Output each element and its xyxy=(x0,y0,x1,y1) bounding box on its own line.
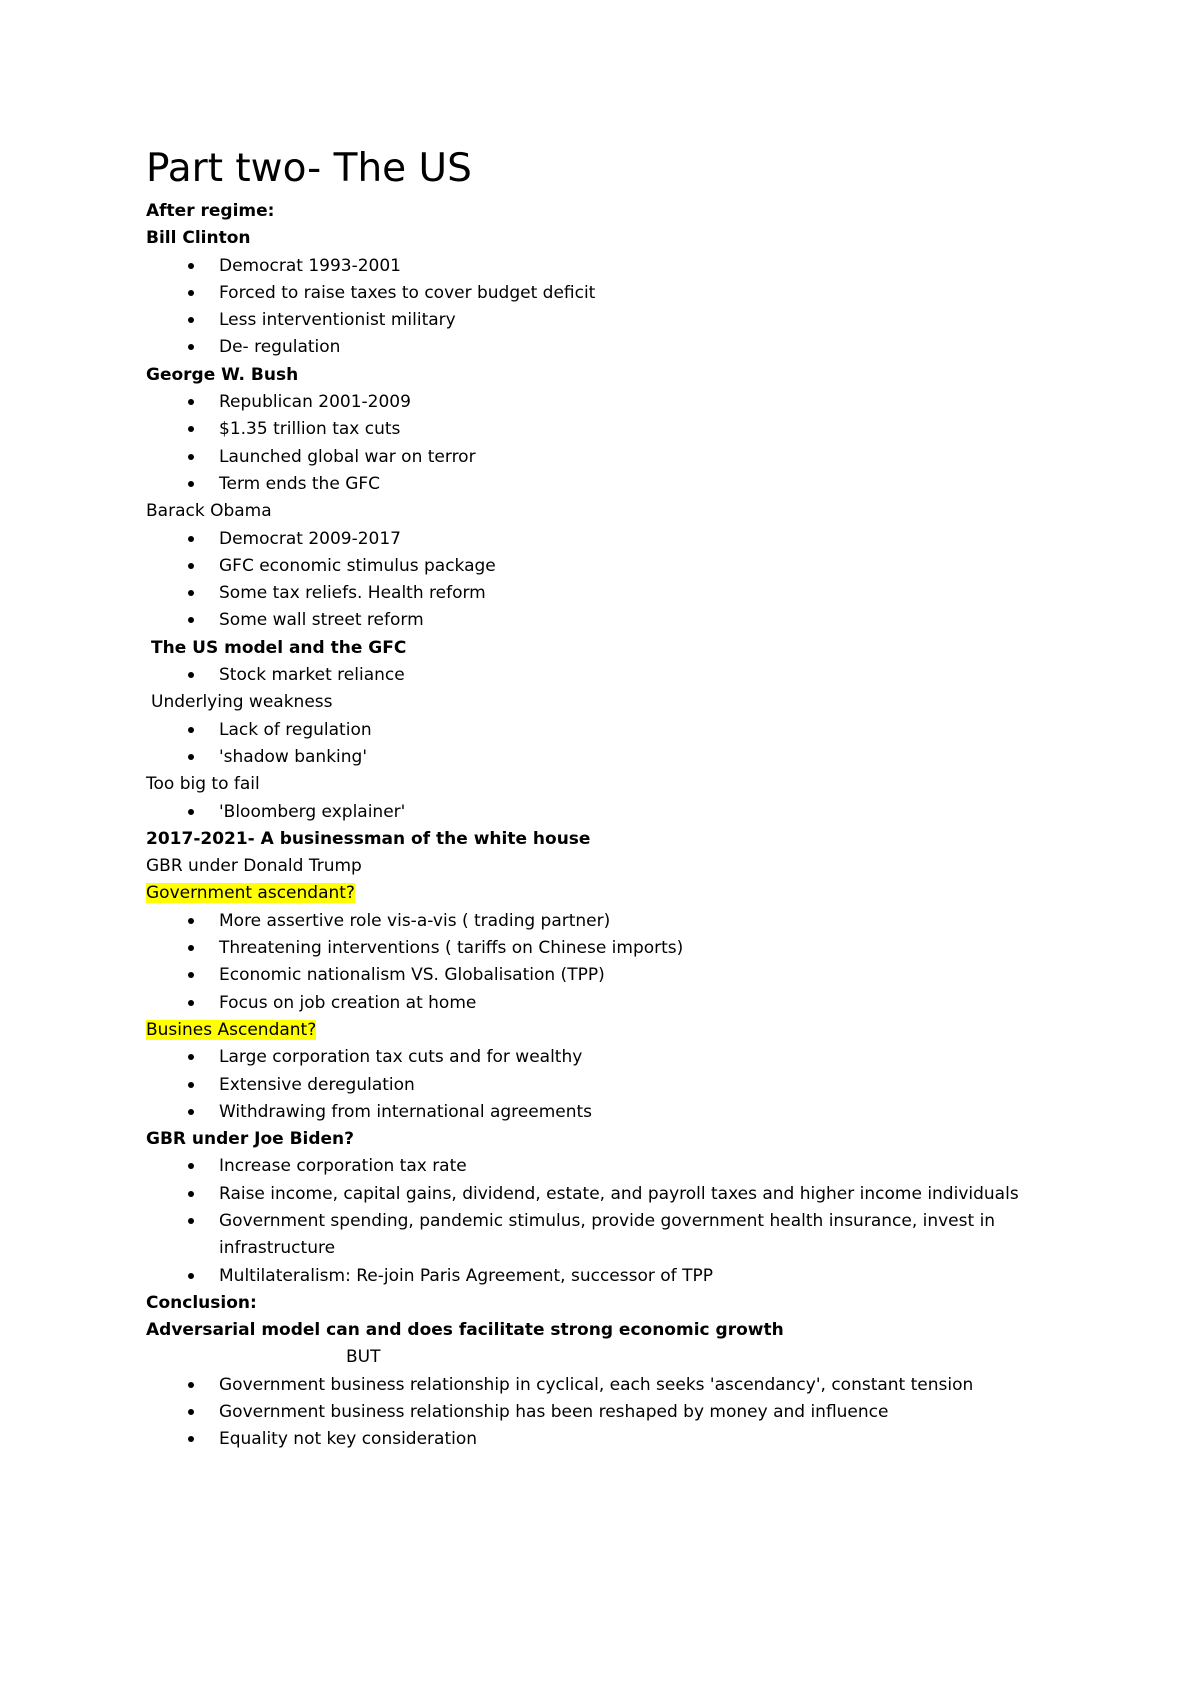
bullet-icon xyxy=(188,1382,194,1388)
bullet-icon xyxy=(188,809,194,815)
bullet-icon xyxy=(188,263,194,269)
weakness-heading: Underlying weakness xyxy=(151,692,333,713)
but-text: BUT xyxy=(346,1347,381,1368)
highlighted-text: Government ascendant? xyxy=(146,883,355,904)
list-item: Launched global war on terror xyxy=(146,444,1106,471)
list-item: Democrat 2009-2017 xyxy=(146,526,1106,553)
list-item: Some wall street reform xyxy=(146,607,1106,634)
list-item: De- regulation xyxy=(146,334,1106,361)
highlighted-text: Busines Ascendant? xyxy=(146,1019,317,1040)
too-big-heading: Too big to fail xyxy=(146,774,260,795)
bullet-icon xyxy=(188,1054,194,1060)
list-item: 'Bloomberg explainer' xyxy=(146,799,1106,826)
list-item: 'shadow banking' xyxy=(146,744,1106,771)
list-item: Increase corporation tax rate xyxy=(146,1153,1106,1180)
bullet-icon xyxy=(188,454,194,460)
bullet-icon xyxy=(188,317,194,323)
obama-heading: Barack Obama xyxy=(146,501,272,522)
bullet-icon xyxy=(188,617,194,623)
list-item: Government spending, pandemic stimulus, provide government health insurance, invest in xyxy=(146,1208,1106,1235)
list-item: Less interventionist military xyxy=(146,307,1106,334)
list-item: $1.35 trillion tax cuts xyxy=(146,416,1106,443)
bullet-icon xyxy=(188,1109,194,1115)
list-item: Extensive deregulation xyxy=(146,1072,1106,1099)
list-item: Threatening interventions ( tariffs on Chinese imports) xyxy=(146,935,1106,962)
list-item: Forced to raise taxes to cover budget deficit xyxy=(146,280,1106,307)
bullet-icon xyxy=(188,1082,194,1088)
list-item: Lack of regulation xyxy=(146,717,1106,744)
clinton-heading: Bill Clinton xyxy=(146,228,251,249)
bullet-icon xyxy=(188,1273,194,1279)
trump-heading: 2017-2021- A businessman of the white house xyxy=(146,828,591,849)
list-item: Economic nationalism VS. Globalisation (TPP) xyxy=(146,962,1106,989)
bullet-icon xyxy=(188,918,194,924)
gov-ascendant-heading xyxy=(146,880,1106,907)
page-title: Part two- The US xyxy=(146,146,472,191)
bullet-icon xyxy=(188,672,194,678)
list-item: Equality not key consideration xyxy=(146,1426,1106,1453)
bullet-icon xyxy=(188,481,194,487)
bullet-icon xyxy=(188,1409,194,1415)
bullet-icon xyxy=(188,1218,194,1224)
bullet-icon xyxy=(188,290,194,296)
bullet-icon xyxy=(188,1000,194,1006)
list-item: Government business relationship has been reshaped by money and influence xyxy=(146,1399,1106,1426)
bullet-icon xyxy=(188,1163,194,1169)
bullet-icon xyxy=(188,972,194,978)
bullet-icon xyxy=(188,344,194,350)
list-item: Raise income, capital gains, dividend, estate, and payroll taxes and higher income individuals xyxy=(146,1181,1106,1208)
gbr-trump-heading: GBR under Donald Trump xyxy=(146,856,362,877)
bullet-icon xyxy=(188,426,194,432)
list-item: Term ends the GFC xyxy=(146,471,1106,498)
list-item: Republican 2001-2009 xyxy=(146,389,1106,416)
bush-heading: George W. Bush xyxy=(146,364,299,385)
after-regime-heading: After regime: xyxy=(146,201,275,221)
list-item: Some tax reliefs. Health reform xyxy=(146,580,1106,607)
list-item: Government business relationship in cyclical, each seeks 'ascendancy', constant tension xyxy=(146,1372,1106,1399)
us-model-heading: The US model and the GFC xyxy=(151,637,407,658)
bullet-icon xyxy=(188,399,194,405)
bullet-icon xyxy=(188,754,194,760)
bullet-icon xyxy=(188,563,194,569)
list-item: Democrat 1993-2001 xyxy=(146,253,1106,280)
list-item: Withdrawing from international agreements xyxy=(146,1099,1106,1126)
bullet-icon xyxy=(188,945,194,951)
list-item: Focus on job creation at home xyxy=(146,990,1106,1017)
bullet-icon xyxy=(188,1436,194,1442)
biden-heading: GBR under Joe Biden? xyxy=(146,1129,355,1150)
list-item-continuation: infrastructure xyxy=(219,1238,336,1259)
bus-ascendant-heading xyxy=(146,1017,1106,1044)
list-item: Stock market reliance xyxy=(146,662,1106,689)
list-item: More assertive role vis-a-vis ( trading partner) xyxy=(146,908,1106,935)
bullet-icon xyxy=(188,536,194,542)
conclusion-heading: Conclusion: xyxy=(146,1292,257,1313)
bullet-icon xyxy=(188,590,194,596)
list-item: Large corporation tax cuts and for wealthy xyxy=(146,1044,1106,1071)
list-item: Multilateralism: Re-join Paris Agreement, successor of TPP xyxy=(146,1263,1106,1290)
document-body xyxy=(146,144,1106,1454)
bullet-icon xyxy=(188,727,194,733)
list-item: GFC economic stimulus package xyxy=(146,553,1106,580)
bullet-icon xyxy=(188,1191,194,1197)
conclusion-statement: Adversarial model can and does facilitate strong economic growth xyxy=(146,1320,784,1341)
